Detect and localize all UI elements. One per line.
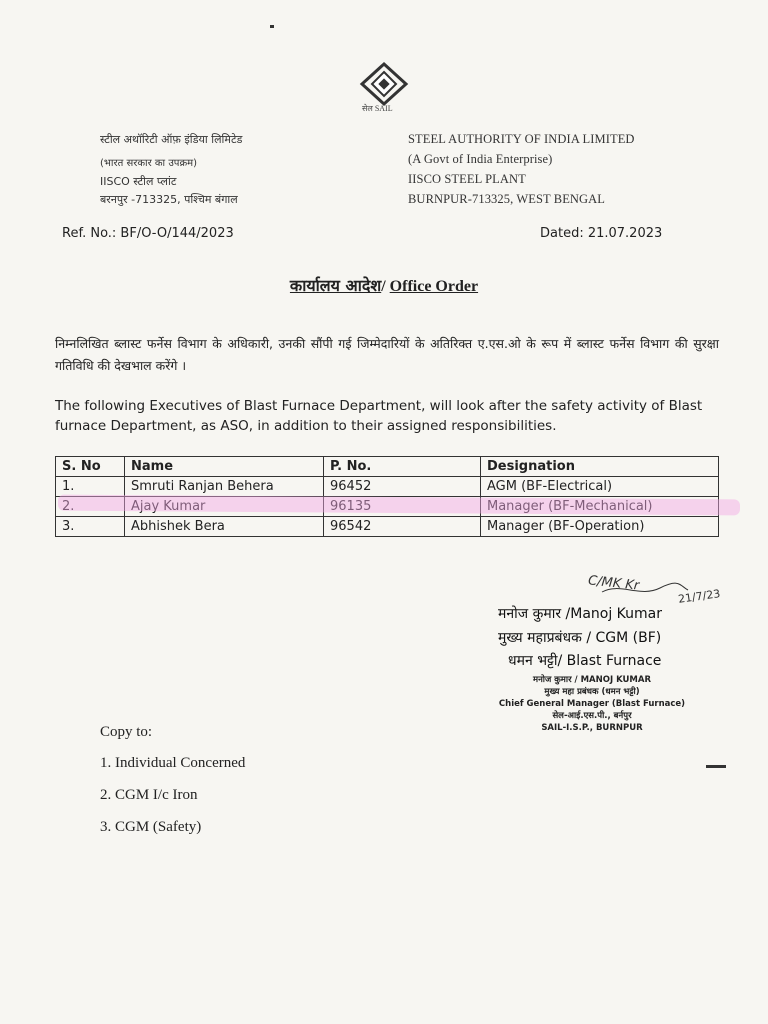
header-name: Name bbox=[125, 457, 324, 477]
header-hindi-line-1: स्टील अथॉरिटी ऑफ़ इंडिया लिमिटेड bbox=[100, 133, 243, 146]
signatory-designation: मुख्य महाप्रबंधक / CGM (BF) bbox=[498, 630, 662, 646]
document-date: Dated: 21.07.2023 bbox=[540, 226, 663, 241]
stamp-line-1: मनोज कुमार / MANOJ KUMAR bbox=[532, 675, 651, 685]
cell-designation: Manager (BF-Mechanical) bbox=[481, 497, 719, 517]
signatory-department: धमन भट्टी/ Blast Furnace bbox=[508, 653, 662, 669]
copy-to-heading: Copy to: bbox=[100, 724, 153, 740]
table-row bbox=[56, 477, 719, 497]
copy-to-item: 2. CGM I/c Iron bbox=[100, 787, 198, 803]
page-title bbox=[0, 274, 768, 296]
cell-name: Abhishek Bera bbox=[125, 517, 324, 537]
cell-name: Smruti Ranjan Behera bbox=[125, 477, 324, 497]
signatory-name: मनोज कुमार /Manoj Kumar bbox=[498, 606, 663, 622]
scan-speck bbox=[270, 25, 274, 28]
header-hindi-line-4: बरनपुर -713325, पश्चिम बंगाल bbox=[100, 193, 238, 206]
handwritten-initials: C/MK Kr bbox=[587, 573, 640, 594]
copy-to-item: 3. CGM (Safety) bbox=[100, 819, 202, 835]
title-hindi: कार्यालय आदेश bbox=[289, 276, 382, 295]
cell-sno: 1. bbox=[56, 477, 125, 497]
header-hindi-line-2: (भारत सरकार का उपक्रम) bbox=[100, 158, 198, 169]
cell-sno: 2. bbox=[56, 497, 125, 517]
title-separator: / bbox=[381, 278, 390, 295]
header-sno: S. No bbox=[56, 457, 125, 477]
header-english-line-2: (A Govt of India Enterprise) bbox=[408, 152, 553, 166]
body-english-paragraph: The following Executives of Blast Furnace Department, will look after the safety activity of Blast furnace Department, as ASO, in addition to their assigned responsibilities. bbox=[55, 398, 703, 434]
cell-pno: 96452 bbox=[324, 477, 481, 497]
table-row bbox=[56, 517, 719, 537]
cell-pno: 96542 bbox=[324, 517, 481, 537]
body-hindi-paragraph: निम्नलिखित ब्लास्ट फर्नेस विभाग के अधिकारी, उनकी सौंपी गई जिम्मेदारियों के अतिरिक्त ए.एस.ओ के रूप में ब्लास्ट फर्नेस विभाग की सुरक्षा गतिविधि की देखभाल करेंगे । bbox=[55, 336, 719, 373]
header-hindi-line-3: IISCO स्टील प्लांट bbox=[100, 175, 177, 188]
copy-to-item: 1. Individual Concerned bbox=[100, 755, 246, 771]
cell-sno: 3. bbox=[56, 517, 125, 537]
stamp-line-5: SAIL-I.S.P., BURNPUR bbox=[541, 723, 643, 733]
reference-number: Ref. No.: BF/O-O/144/2023 bbox=[62, 226, 234, 241]
header-english-line-4: BURNPUR-713325, WEST BENGAL bbox=[408, 192, 606, 206]
logo-caption: सेल SAIL bbox=[362, 104, 393, 113]
stamp-line-4: सेल-आई.एस.पी., बर्नपुर bbox=[552, 711, 632, 721]
stamp-line-3: Chief General Manager (Blast Furnace) bbox=[498, 699, 686, 709]
header-english-line-1: STEEL AUTHORITY OF INDIA LIMITED bbox=[408, 132, 635, 146]
header-english-line-3: IISCO STEEL PLANT bbox=[408, 172, 526, 186]
cell-designation: Manager (BF-Operation) bbox=[481, 517, 719, 537]
header-designation: Designation bbox=[481, 457, 719, 477]
table-header-row bbox=[56, 457, 719, 477]
title-english: Office Order bbox=[389, 278, 479, 295]
header-pno: P. No. bbox=[324, 457, 481, 477]
cell-pno: 96135 bbox=[324, 497, 481, 517]
official-stamp bbox=[492, 674, 692, 734]
signature-scribble bbox=[600, 580, 690, 600]
scan-speck bbox=[706, 765, 726, 768]
handwritten-date: 21/7/23 bbox=[677, 587, 722, 606]
cell-designation: AGM (BF-Electrical) bbox=[481, 477, 719, 497]
cell-name: Ajay Kumar bbox=[125, 497, 324, 517]
stamp-line-2: मुख्य महा प्रबंधक (धमन भट्टी) bbox=[544, 687, 640, 697]
